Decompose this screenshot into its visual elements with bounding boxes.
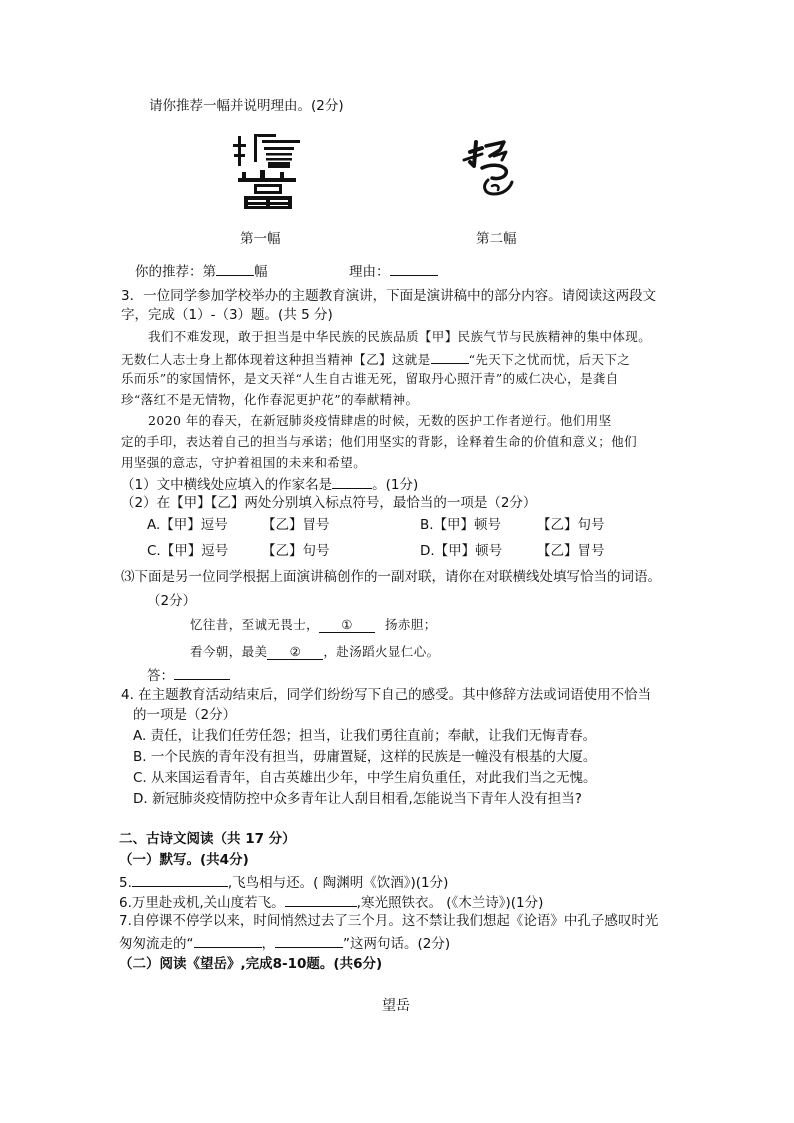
couplet-blank-2[interactable] bbox=[267, 643, 323, 660]
passage-p1-line-1: 我们不难发现，敢于担当是中华民族的民族品质【甲】民族气节与民族精神的集中体现。 bbox=[148, 329, 652, 344]
answer-line bbox=[147, 665, 230, 685]
passage-p2-line-1: 2020 年的春天，在新冠肺炎疫情肆虐的时候，无数的医护工作者逆行。他们用坚 bbox=[148, 413, 612, 428]
caption-2: 第二幅 bbox=[476, 231, 517, 247]
passage-p2-line-3: 用坚强的意志，守护着祖国的未来和希望。 bbox=[121, 455, 367, 470]
option-b-jia: B.【甲】顿号 bbox=[420, 517, 502, 533]
q5-line bbox=[119, 872, 448, 892]
q3-sub1-text: （1）文中横线处应填入的作家名是 bbox=[121, 477, 333, 493]
q4-option-a: A. 责任，让我们任劳任怨；担当，让我们勇往直前；奉献，让我们无悔青春。 bbox=[133, 728, 597, 744]
q6-blank[interactable] bbox=[285, 892, 357, 907]
calligraphy-image-1 bbox=[232, 128, 306, 210]
passage-p1-line-4: 珍“落红不是无情物，化作春泥更护花”的奉献精神。 bbox=[121, 392, 419, 407]
writer-name-blank[interactable] bbox=[332, 474, 372, 489]
section-2-sub1: （一）默写。(共4分) bbox=[119, 852, 249, 868]
passage-p2-line-2: 定的手印，表达着自己的担当与承诺；他们用坚实的背影，诠释着生命的价值和意义；他们 bbox=[121, 434, 638, 449]
q7-comma: ， bbox=[261, 936, 275, 952]
q6-line bbox=[119, 892, 543, 912]
reason-line bbox=[349, 261, 438, 281]
q5-number: 5. bbox=[119, 875, 132, 891]
q3-sub1-score: 。(1分) bbox=[372, 477, 419, 493]
q7-blank-2[interactable] bbox=[275, 933, 343, 948]
q5-tail: ,飞鸟相与还。( 陶渊明《饮酒》)(1分) bbox=[227, 875, 449, 891]
q7-line-1: 7.自停课不停学以来，时间悄然过去了三个月。这不禁让我们想起《论语》中孔子感叹时光 bbox=[119, 913, 659, 929]
q5-blank[interactable] bbox=[132, 872, 228, 887]
q4-option-b: B. 一个民族的青年没有担当，毋庸置疑，这样的民族是一幢没有根基的大厦。 bbox=[133, 749, 597, 765]
q2-prompt: 请你推荐一幅并说明理由。(2分) bbox=[149, 98, 344, 114]
option-d-jia: D.【甲】顿号 bbox=[420, 543, 503, 559]
caption-1: 第一幅 bbox=[240, 231, 281, 247]
option-b-yi: 【乙】句号 bbox=[537, 517, 605, 533]
q3-sub3-line-2: （2分） bbox=[147, 593, 197, 609]
option-c-jia: C.【甲】逗号 bbox=[147, 543, 229, 559]
q6-tail: ,寒光照铁衣。 (《木兰诗》)(1分) bbox=[356, 895, 544, 911]
q3-stem-line-1: 3．一位同学参加学校举办的主题教育演讲，下面是演讲稿中的部分内容。请阅读这两段文 bbox=[121, 288, 657, 304]
q4-stem-line-2: 的一项是（2分） bbox=[133, 707, 237, 723]
passage-p1-line-2 bbox=[121, 349, 630, 369]
poem-title: 望岳 bbox=[382, 998, 410, 1014]
option-a-yi: 【乙】冒号 bbox=[262, 517, 330, 533]
section-2-sub2: （二）阅读《望岳》,完成8-10题。(共6分) bbox=[119, 956, 383, 972]
q3-sub3-line-1: ⑶下面是另一位同学根据上面演讲稿创作的一副对联，请你在对联横线处填写恰当的词语。 bbox=[121, 569, 661, 585]
couplet-2-tail: ，赴汤蹈火显仁心。 bbox=[323, 644, 440, 659]
recommendation-blank[interactable] bbox=[216, 261, 254, 276]
passage-p1-line-3: 乐而乐”的家国情怀，是文天祥“人生自古谁无死，留取丹心照汗青”的威仁决心，是龚自 bbox=[121, 371, 619, 386]
passage-p1-line-2-a: 无数仁人志士身上都体现着这种担当精神【乙】这就是 bbox=[121, 352, 431, 367]
q4-stem-line-1: 4. 在主题教育活动结束后，同学们纷纷写下自己的感受。其中修辞方法或词语使用不恰当 bbox=[121, 687, 652, 703]
section-2-title: 二、古诗文阅读（共 17 分） bbox=[119, 831, 296, 847]
couplet-1-tail: 扬赤胆； bbox=[385, 617, 437, 632]
calligraphy-image-2 bbox=[460, 138, 520, 200]
reason-blank[interactable] bbox=[390, 261, 438, 276]
answer-blank[interactable] bbox=[174, 665, 230, 680]
answer-label: 答： bbox=[147, 668, 174, 684]
option-d-yi: 【乙】冒号 bbox=[537, 543, 605, 559]
q3-stem-line-2: 字，完成（1）-（3）题。(共 5 分) bbox=[121, 307, 333, 323]
q7-tail: ”这两句话。(2分) bbox=[343, 936, 451, 952]
couplet-1-head: 忆往昔，至诚无畏士， bbox=[190, 617, 320, 632]
recommendation-label: 你的推荐：第 bbox=[135, 264, 216, 280]
q7-head: 匆匆流走的“ bbox=[119, 936, 194, 952]
q4-option-c: C. 从来国运看青年，自古英雄出少年，中学生肩负重任，对此我们当之无愧。 bbox=[133, 770, 597, 786]
couplet-line-1 bbox=[190, 616, 437, 634]
q3-sub2: （2）在【甲】【乙】两处分别填入标点符号，最恰当的一项是（2分） bbox=[121, 495, 537, 511]
option-c-yi: 【乙】句号 bbox=[262, 543, 330, 559]
option-a-jia: A.【甲】逗号 bbox=[147, 517, 228, 533]
q7-blank-1[interactable] bbox=[194, 933, 262, 948]
q7-line-2 bbox=[119, 933, 450, 953]
passage-p1-line-2-b: “先天下之忧而忧，后天下之 bbox=[468, 352, 631, 367]
q6-head: 6.万里赴戎机,关山度若飞。 bbox=[119, 895, 285, 911]
couplet-2-head: 看今朝，最美 bbox=[190, 644, 268, 659]
reason-label: 理由： bbox=[349, 264, 390, 280]
couplet-line-2 bbox=[190, 643, 440, 661]
couplet-mark-1: ① bbox=[341, 617, 353, 632]
couplet-blank-1[interactable] bbox=[319, 616, 375, 633]
q3-sub1 bbox=[121, 474, 418, 494]
author-blank[interactable] bbox=[431, 349, 469, 364]
couplet-mark-2: ② bbox=[289, 644, 302, 659]
q4-option-d: D. 新冠肺炎疫情防控中众多青年让人刮目相看,怎能说当下青年人没有担当? bbox=[133, 791, 582, 807]
recommendation-unit: 幅 bbox=[254, 264, 268, 280]
recommendation-line bbox=[135, 261, 268, 281]
